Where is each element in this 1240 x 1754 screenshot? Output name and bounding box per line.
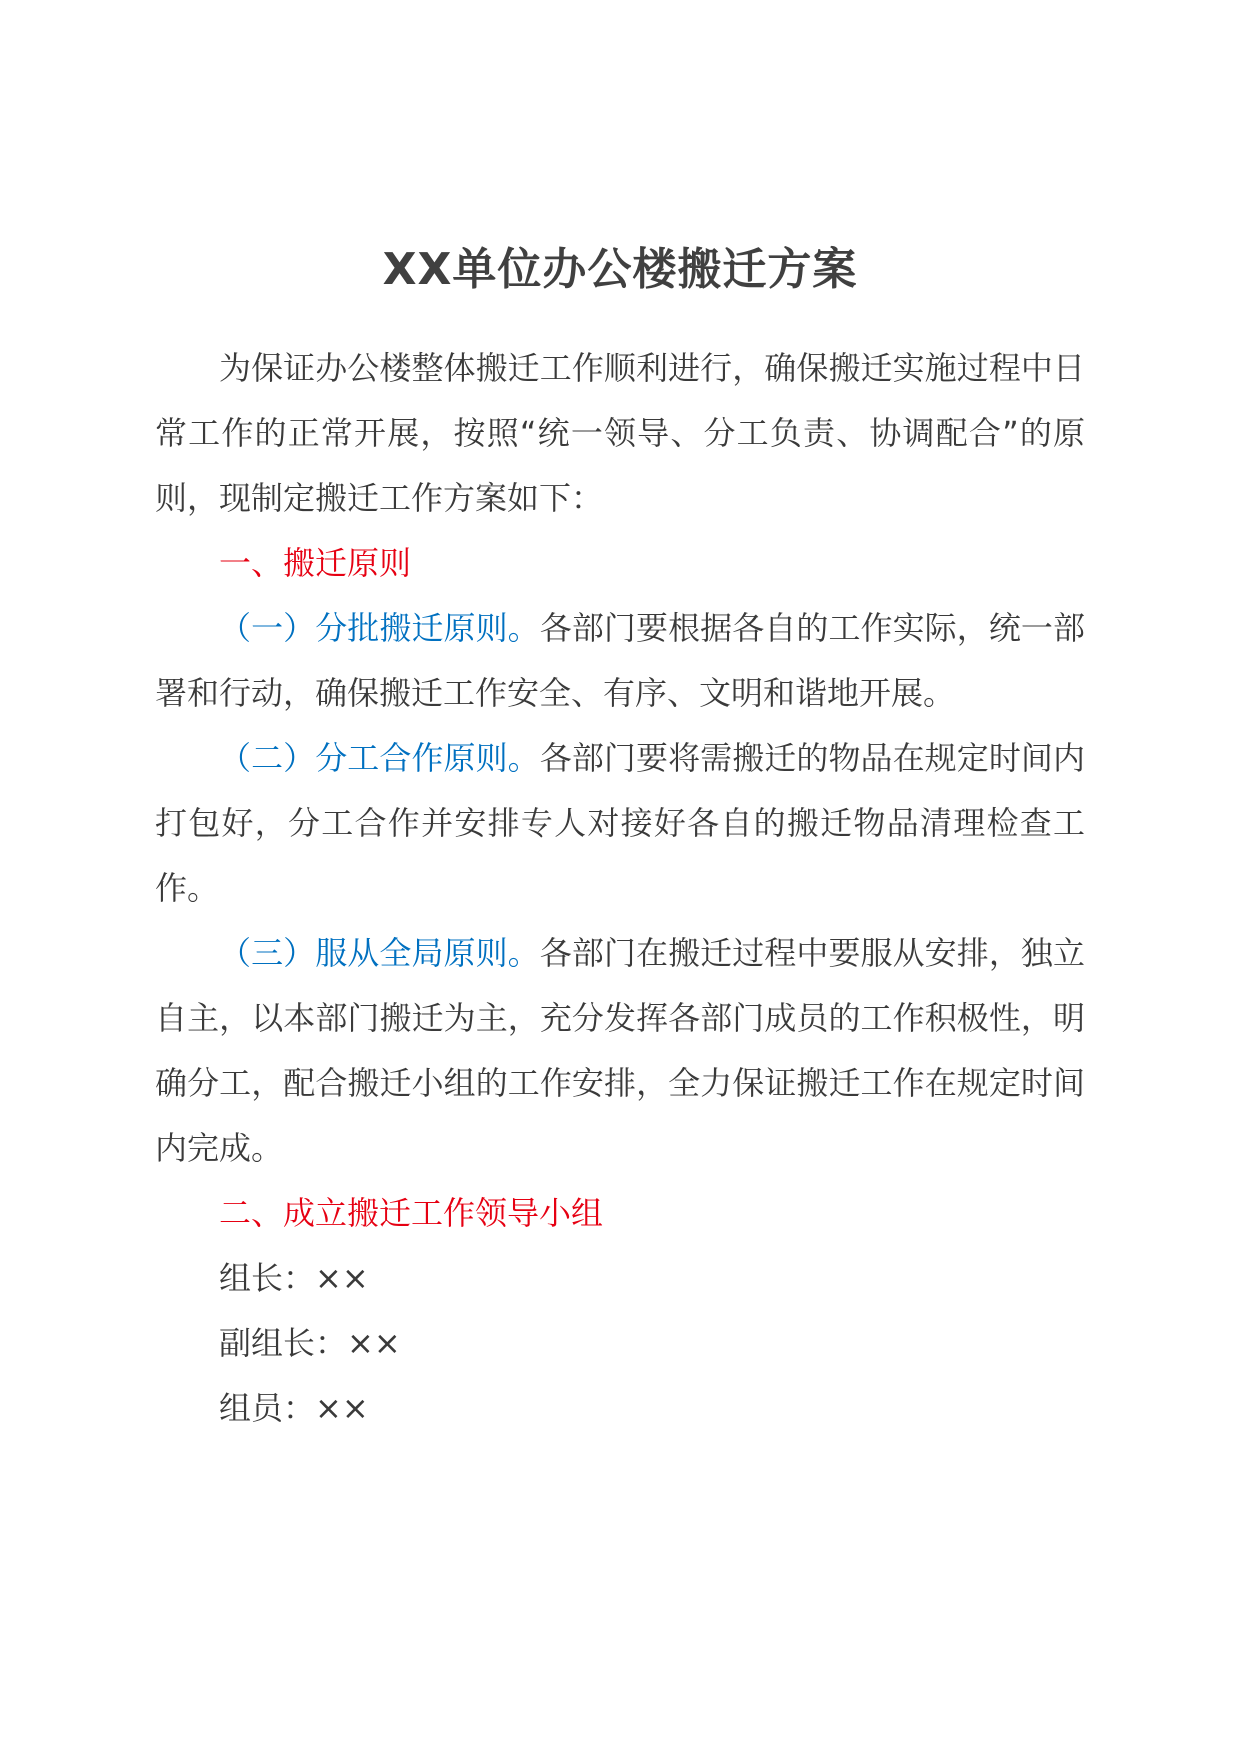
principle-text: 各部门要根据各自的工作实际，统一部署和行动，确保搬迁工作安全、有序、文明和谐地开展。: [155, 609, 1085, 712]
principle-label: （三）服从全局原则。: [219, 934, 540, 972]
document-page: [155, 240, 1085, 1441]
principle-text: 各部门要将需搬迁的物品在规定时间内打包好，分工合作并安排专人对接好各自的搬迁物品清理检查工作。: [155, 739, 1085, 907]
group-members: 组员：××: [219, 1389, 369, 1427]
group-deputy-leader: 副组长：××: [219, 1324, 401, 1362]
principle-label: （一）分批搬迁原则。: [219, 609, 540, 647]
principle-item: [155, 921, 1085, 1181]
section-heading-principles: 一、搬迁原则: [219, 544, 412, 582]
group-leader: 组长：××: [219, 1259, 369, 1297]
section-heading-leadership-group: 二、成立搬迁工作领导小组: [219, 1194, 604, 1232]
principle-text: 各部门在搬迁过程中要服从安排，独立自主，以本部门搬迁为主，充分发挥各部门成员的工作积极性，明确分工，配合搬迁小组的工作安排，全力保证搬迁工作在规定时间内完成。: [155, 934, 1085, 1167]
intro-paragraph: 为保证办公楼整体搬迁工作顺利进行，确保搬迁实施过程中日常工作的正常开展，按照“统一领导、分工负责、协调配合”的原则，现制定搬迁工作方案如下：: [155, 349, 1085, 517]
document-title: XX单位办公楼搬迁方案: [382, 244, 858, 295]
principle-label: （二）分工合作原则。: [219, 739, 540, 777]
principle-item: [155, 726, 1085, 921]
principle-item: [155, 596, 1085, 726]
